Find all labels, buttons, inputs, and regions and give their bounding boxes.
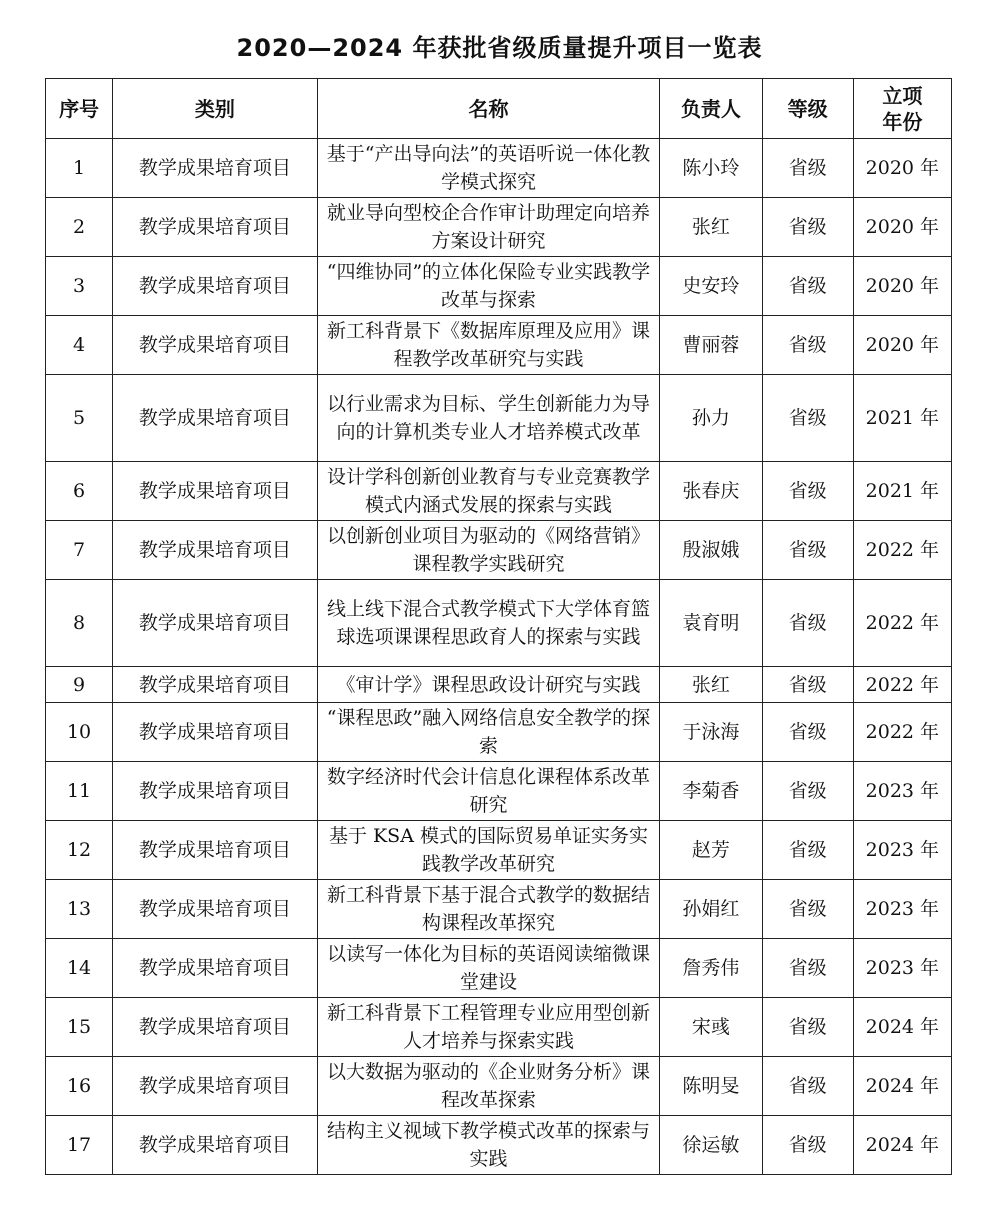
row-name-cell: 线上线下混合式教学模式下大学体育篮球选项课课程思政育人的探索与实践 — [317, 580, 660, 667]
row-index-cell: 12 — [46, 821, 113, 880]
row-name-cell: “四维协同”的立体化保险专业实践教学改革与探索 — [317, 257, 660, 316]
row-level-cell: 省级 — [762, 139, 853, 198]
header-year — [853, 79, 951, 139]
row-name-cell: 新工科背景下工程管理专业应用型创新人才培养与探索实践 — [317, 998, 660, 1057]
row-name-cell: 以行业需求为目标、学生创新能力为导向的计算机类专业人才培养模式改革 — [317, 375, 660, 462]
table-body — [46, 139, 952, 1175]
header-index: 序号 — [46, 79, 113, 139]
row-name-cell: “课程思政”融入网络信息安全教学的探索 — [317, 703, 660, 762]
row-name-cell: 设计学科创新创业教育与专业竞赛教学模式内涵式发展的探索与实践 — [317, 462, 660, 521]
table-row — [46, 316, 952, 375]
table-row — [46, 375, 952, 462]
row-level-cell: 省级 — [762, 375, 853, 462]
row-category-cell: 教学成果培育项目 — [113, 998, 317, 1057]
table-row — [46, 880, 952, 939]
table-row — [46, 257, 952, 316]
row-category-cell: 教学成果培育项目 — [113, 1116, 317, 1175]
row-name-cell: 《审计学》课程思政设计研究与实践 — [317, 667, 660, 703]
row-index-cell: 14 — [46, 939, 113, 998]
row-year-cell: 2020 年 — [853, 198, 951, 257]
row-year-cell: 2021 年 — [853, 375, 951, 462]
table-row — [46, 939, 952, 998]
row-owner-cell: 曹丽蓉 — [660, 316, 762, 375]
row-year-cell: 2020 年 — [853, 257, 951, 316]
row-name-cell: 就业导向型校企合作审计助理定向培养方案设计研究 — [317, 198, 660, 257]
row-year-cell: 2023 年 — [853, 762, 951, 821]
row-owner-cell: 徐运敏 — [660, 1116, 762, 1175]
table-row — [46, 667, 952, 703]
row-category-cell: 教学成果培育项目 — [113, 939, 317, 998]
header-year-text: 立项年份 — [882, 83, 923, 134]
row-level-cell: 省级 — [762, 521, 853, 580]
row-year-cell: 2020 年 — [853, 139, 951, 198]
row-year-cell: 2021 年 — [853, 462, 951, 521]
row-index-cell: 16 — [46, 1057, 113, 1116]
row-name-cell: 结构主义视域下教学模式改革的探索与实践 — [317, 1116, 660, 1175]
header-owner: 负责人 — [660, 79, 762, 139]
row-level-cell: 省级 — [762, 939, 853, 998]
row-level-cell: 省级 — [762, 1057, 853, 1116]
row-name-cell: 新工科背景下基于混合式教学的数据结构课程改革探究 — [317, 880, 660, 939]
row-category-cell: 教学成果培育项目 — [113, 139, 317, 198]
row-name-cell: 新工科背景下《数据库原理及应用》课程教学改革研究与实践 — [317, 316, 660, 375]
row-owner-cell: 张春庆 — [660, 462, 762, 521]
row-level-cell: 省级 — [762, 257, 853, 316]
row-category-cell: 教学成果培育项目 — [113, 462, 317, 521]
row-category-cell: 教学成果培育项目 — [113, 880, 317, 939]
table-row — [46, 139, 952, 198]
row-owner-cell: 李菊香 — [660, 762, 762, 821]
row-level-cell: 省级 — [762, 1116, 853, 1175]
row-owner-cell: 张红 — [660, 667, 762, 703]
row-level-cell: 省级 — [762, 998, 853, 1057]
row-category-cell: 教学成果培育项目 — [113, 703, 317, 762]
row-owner-cell: 史安玲 — [660, 257, 762, 316]
row-index-cell: 6 — [46, 462, 113, 521]
row-category-cell: 教学成果培育项目 — [113, 1057, 317, 1116]
row-category-cell: 教学成果培育项目 — [113, 762, 317, 821]
row-year-cell: 2023 年 — [853, 939, 951, 998]
row-level-cell: 省级 — [762, 667, 853, 703]
row-year-cell: 2022 年 — [853, 667, 951, 703]
row-level-cell: 省级 — [762, 316, 853, 375]
table-row — [46, 1116, 952, 1175]
table-row — [46, 462, 952, 521]
row-year-cell: 2024 年 — [853, 1057, 951, 1116]
row-index-cell: 10 — [46, 703, 113, 762]
row-owner-cell: 张红 — [660, 198, 762, 257]
header-name: 名称 — [317, 79, 660, 139]
table-row — [46, 198, 952, 257]
row-level-cell: 省级 — [762, 198, 853, 257]
row-year-cell: 2024 年 — [853, 998, 951, 1057]
table-header-row — [46, 79, 952, 139]
row-owner-cell: 孙娟红 — [660, 880, 762, 939]
row-level-cell: 省级 — [762, 580, 853, 667]
row-year-cell: 2022 年 — [853, 703, 951, 762]
header-category: 类别 — [113, 79, 317, 139]
document-title: 2020—2024 年获批省级质量提升项目一览表 — [236, 34, 763, 62]
row-index-cell: 13 — [46, 880, 113, 939]
row-level-cell: 省级 — [762, 703, 853, 762]
row-index-cell: 3 — [46, 257, 113, 316]
row-level-cell: 省级 — [762, 880, 853, 939]
row-name-cell: 以读写一体化为目标的英语阅读缩微课堂建设 — [317, 939, 660, 998]
row-owner-cell: 赵芳 — [660, 821, 762, 880]
row-name-cell: 以创新创业项目为驱动的《网络营销》课程教学实践研究 — [317, 521, 660, 580]
row-name-cell: 数字经济时代会计信息化课程体系改革研究 — [317, 762, 660, 821]
row-category-cell: 教学成果培育项目 — [113, 821, 317, 880]
row-level-cell: 省级 — [762, 821, 853, 880]
row-category-cell: 教学成果培育项目 — [113, 667, 317, 703]
row-index-cell: 9 — [46, 667, 113, 703]
row-category-cell: 教学成果培育项目 — [113, 521, 317, 580]
row-owner-cell: 陈明旻 — [660, 1057, 762, 1116]
table-row — [46, 521, 952, 580]
row-name-cell: 基于“产出导向法”的英语听说一体化教学模式探究 — [317, 139, 660, 198]
row-category-cell: 教学成果培育项目 — [113, 257, 317, 316]
table-row — [46, 762, 952, 821]
row-index-cell: 5 — [46, 375, 113, 462]
row-category-cell: 教学成果培育项目 — [113, 198, 317, 257]
row-year-cell: 2023 年 — [853, 821, 951, 880]
row-owner-cell: 孙力 — [660, 375, 762, 462]
row-year-cell: 2022 年 — [853, 580, 951, 667]
project-table — [45, 78, 952, 1175]
table-row — [46, 703, 952, 762]
row-index-cell: 7 — [46, 521, 113, 580]
row-year-cell: 2023 年 — [853, 880, 951, 939]
row-owner-cell: 詹秀伟 — [660, 939, 762, 998]
row-category-cell: 教学成果培育项目 — [113, 316, 317, 375]
row-level-cell: 省级 — [762, 762, 853, 821]
row-category-cell: 教学成果培育项目 — [113, 375, 317, 462]
table-row — [46, 1057, 952, 1116]
row-index-cell: 1 — [46, 139, 113, 198]
row-category-cell: 教学成果培育项目 — [113, 580, 317, 667]
table-row — [46, 998, 952, 1057]
row-owner-cell: 殷淑娥 — [660, 521, 762, 580]
row-owner-cell: 于泳海 — [660, 703, 762, 762]
row-name-cell: 基于 KSA 模式的国际贸易单证实务实践教学改革研究 — [317, 821, 660, 880]
row-year-cell: 2020 年 — [853, 316, 951, 375]
row-index-cell: 2 — [46, 198, 113, 257]
row-level-cell: 省级 — [762, 462, 853, 521]
table-row — [46, 821, 952, 880]
row-owner-cell: 袁育明 — [660, 580, 762, 667]
row-index-cell: 17 — [46, 1116, 113, 1175]
header-level: 等级 — [762, 79, 853, 139]
row-year-cell: 2024 年 — [853, 1116, 951, 1175]
row-index-cell: 4 — [46, 316, 113, 375]
row-name-cell: 以大数据为驱动的《企业财务分析》课程改革探索 — [317, 1057, 660, 1116]
row-year-cell: 2022 年 — [853, 521, 951, 580]
table-row — [46, 580, 952, 667]
row-index-cell: 8 — [46, 580, 113, 667]
row-index-cell: 11 — [46, 762, 113, 821]
row-owner-cell: 宋彧 — [660, 998, 762, 1057]
row-owner-cell: 陈小玲 — [660, 139, 762, 198]
row-index-cell: 15 — [46, 998, 113, 1057]
